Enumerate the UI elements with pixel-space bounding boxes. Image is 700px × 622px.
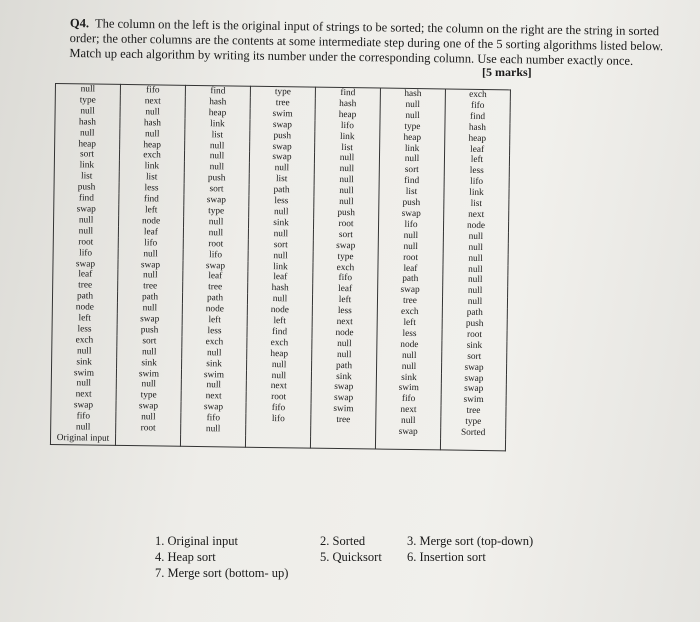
table-cell: null: [380, 110, 445, 122]
table-cell: sink: [248, 218, 313, 230]
table-cell: lifo: [444, 177, 509, 189]
table-cell: list: [315, 142, 380, 154]
table-cell: exch: [445, 89, 510, 101]
table-cell: find: [119, 194, 184, 206]
table-cell: null: [380, 99, 445, 111]
table-cell: swim: [441, 395, 506, 407]
table-cell: push: [314, 208, 379, 220]
table-cell: find: [379, 176, 444, 188]
table-cell: lifo: [53, 248, 118, 260]
table-cell: lifo: [183, 249, 248, 261]
table-cell: null: [247, 359, 312, 371]
table-cell: tree: [118, 281, 183, 293]
table-cell: next: [376, 405, 441, 417]
table-cell: type: [250, 86, 315, 98]
table-cell: null: [443, 253, 508, 265]
table-cell: null: [442, 297, 507, 309]
table-cell: swap: [53, 258, 118, 270]
table-cell: fifo: [376, 394, 441, 406]
table-cell: heap: [445, 133, 510, 145]
table-cell: list: [54, 171, 119, 183]
table-cell: find: [315, 87, 380, 99]
table-cell: exch: [313, 262, 378, 274]
table-cell: hash: [120, 118, 185, 130]
table-cell: root: [246, 392, 311, 404]
table-cell: fifo: [313, 273, 378, 285]
table-cell: null: [181, 424, 246, 436]
table-cell-empty: [245, 436, 310, 448]
table-cell: node: [312, 328, 377, 340]
table-cell: null: [54, 215, 119, 227]
legend-item-1: 1. Original input: [155, 534, 238, 548]
table-cell: Sorted: [441, 428, 506, 440]
table-cell: null: [53, 226, 118, 238]
table-cell: null: [184, 151, 249, 163]
table-cell: less: [377, 328, 442, 340]
table-cell: null: [377, 350, 442, 362]
table-cell: swap: [378, 285, 443, 297]
table-cell: root: [53, 237, 118, 249]
table-cell: next: [312, 317, 377, 329]
table-cell: next: [181, 391, 246, 403]
question-number: Q4.: [69, 16, 90, 31]
table-cell: lifo: [378, 219, 443, 231]
table-cell: root: [183, 238, 248, 250]
table-cell: sink: [117, 358, 182, 370]
table-cell: link: [185, 119, 250, 131]
table-cell: push: [250, 130, 315, 142]
table-cell: swap: [118, 259, 183, 271]
table-cell: null: [314, 153, 379, 165]
table-cell: sink: [182, 358, 247, 370]
table-cell: leaf: [378, 263, 443, 275]
table-cell: link: [444, 188, 509, 200]
table-cell: sink: [311, 371, 376, 383]
table-cell: link: [315, 131, 380, 143]
table-cell: hash: [185, 97, 250, 109]
table-cell: find: [54, 193, 119, 205]
table-cell: next: [51, 389, 116, 401]
table-cell: sort: [248, 239, 313, 251]
table-cell: push: [442, 318, 507, 330]
table-cell: link: [248, 261, 313, 273]
table-cell: type: [313, 251, 378, 263]
table-cell: path: [378, 274, 443, 286]
table-cell: null: [181, 380, 246, 392]
table-cell: null: [116, 412, 181, 424]
question-body: The column on the left is the original input of strings to be sorted; the column on the right are the string in sorted order; the other columns are the contents at some intermediate step during one of the 5 sorting algorithms listed below. Match up each algorithm by writing its number under the corresponding column. Use each number exactly once.: [69, 16, 664, 68]
sorting-table: [50, 83, 511, 451]
table-cell: null: [376, 416, 441, 428]
table-cell: null: [249, 163, 314, 175]
table-cell: null: [185, 140, 250, 152]
table-cell: swim: [181, 369, 246, 381]
table-cell-empty: [310, 437, 375, 449]
table-cell: null: [378, 230, 443, 242]
table-cell: sort: [313, 229, 378, 241]
table-cell: exch: [247, 338, 312, 350]
table-cell: null: [379, 154, 444, 166]
table-cell: path: [442, 308, 507, 320]
table-cell: node: [443, 220, 508, 232]
table-cell: null: [314, 175, 379, 187]
table-cell: swap: [376, 427, 441, 439]
table-cell: exch: [52, 335, 117, 347]
table-cell: less: [444, 166, 509, 178]
table-cell: heap: [380, 132, 445, 144]
table-cell: swap: [181, 402, 246, 414]
marks-label: [5 marks]: [482, 65, 532, 79]
table-cell: push: [184, 173, 249, 185]
table-cell: null: [443, 275, 508, 287]
table-cell: left: [444, 155, 509, 167]
table-cell: left: [52, 313, 117, 325]
table-cell-empty: [440, 438, 505, 450]
table-cell: heap: [55, 139, 120, 151]
table-cell: hash: [55, 117, 120, 129]
table-cell: null: [116, 379, 181, 391]
table-cell: less: [249, 196, 314, 208]
table-cell: null: [247, 294, 312, 306]
table-cell: null: [118, 248, 183, 260]
table-cell: next: [444, 209, 509, 221]
table-cell: hash: [315, 99, 380, 111]
table-cell: swim: [376, 383, 441, 395]
table-cell: null: [117, 347, 182, 359]
table-cell: hash: [445, 122, 510, 134]
table-cell: exch: [182, 337, 247, 349]
table-cell: next: [120, 96, 185, 108]
table-cell: swap: [250, 141, 315, 153]
table-cell: leaf: [118, 227, 183, 239]
table-cell-empty: [180, 435, 245, 447]
table-cell: push: [379, 198, 444, 210]
table-cell: null: [117, 303, 182, 315]
legend-item-7: 7. Merge sort (bottom- up): [155, 566, 289, 580]
table-cell: type: [441, 417, 506, 429]
table-cell: list: [444, 199, 509, 211]
table-cell: hash: [380, 88, 445, 100]
table-cell: sink: [52, 357, 117, 369]
table-cell: sink: [442, 340, 507, 352]
table-cell: type: [380, 121, 445, 133]
table-cell: swap: [250, 119, 315, 131]
table-cell: link: [380, 143, 445, 155]
table-cell: left: [182, 315, 247, 327]
table-cell: path: [312, 360, 377, 372]
table-cell: swap: [311, 393, 376, 405]
table-cell: node: [119, 216, 184, 228]
table-cell: path: [52, 291, 117, 303]
table-cell: swap: [184, 195, 249, 207]
table-cell: heap: [315, 109, 380, 121]
table-cell: null: [312, 349, 377, 361]
table-cell: swap: [116, 401, 181, 413]
table-cell: null: [55, 84, 120, 96]
table-cell: swap: [441, 373, 506, 385]
table-cell: list: [249, 174, 314, 186]
table-cell: tree: [250, 98, 315, 110]
table-cell: path: [117, 292, 182, 304]
table-cell: null: [248, 250, 313, 262]
table-cell: [246, 425, 311, 437]
table-cell: node: [182, 304, 247, 316]
table-cell: null: [314, 186, 379, 198]
table-cell: swim: [311, 404, 376, 416]
table-cell: null: [183, 217, 248, 229]
table-cell: fifo: [246, 403, 311, 415]
table-cell: null: [182, 348, 247, 360]
table-cell: left: [247, 316, 312, 328]
table-cell: less: [182, 326, 247, 338]
table-cell: less: [52, 324, 117, 336]
table-cell: null: [120, 129, 185, 141]
table-cell: sort: [184, 184, 249, 196]
table-cell: type: [116, 390, 181, 402]
table-cell: sink: [376, 372, 441, 384]
table-cell: list: [185, 129, 250, 141]
table-cell: swap: [311, 382, 376, 394]
table-cell: link: [54, 160, 119, 172]
table-cell: fifo: [181, 413, 246, 425]
table-cell: left: [119, 205, 184, 217]
table-cell: null: [183, 228, 248, 240]
table-cell: fifo: [120, 84, 185, 96]
table-cell: swim: [250, 109, 315, 121]
table-cell: null: [249, 207, 314, 219]
table-cell: find: [185, 85, 250, 97]
table-cell: null: [376, 361, 441, 373]
table-cell: tree: [183, 282, 248, 294]
legend-item-5: 5. Quicksort: [320, 550, 382, 564]
original-input-label: Original input: [50, 433, 115, 445]
table-cell: null: [55, 106, 120, 118]
table-cell: leaf: [248, 272, 313, 284]
table-cell: sort: [54, 149, 119, 161]
legend-item-4: 4. Heap sort: [155, 550, 216, 564]
table-cell: swim: [51, 368, 116, 380]
table-cell: lifo: [118, 238, 183, 250]
table-cell: tree: [311, 415, 376, 427]
table-cell: heap: [185, 108, 250, 120]
table-cell: less: [312, 306, 377, 318]
table-cell: sort: [379, 165, 444, 177]
table-cell: [311, 426, 376, 438]
table-cell: null: [120, 107, 185, 119]
table-cell: null: [443, 286, 508, 298]
table-cell: next: [246, 381, 311, 393]
table-cell: leaf: [183, 271, 248, 283]
table-cell: swap: [183, 260, 248, 272]
strings-table: [50, 83, 511, 451]
table-cell: lifo: [315, 120, 380, 132]
table-cell-empty: [115, 434, 180, 446]
table-cell: null: [55, 128, 120, 140]
table-cell: node: [377, 339, 442, 351]
table-cell: sort: [117, 336, 182, 348]
table-cell: exch: [377, 307, 442, 319]
table-cell: leaf: [445, 144, 510, 156]
table-cell: type: [55, 95, 120, 107]
table-cell: push: [54, 182, 119, 194]
table-cell: tree: [53, 280, 118, 292]
table-cell: null: [443, 231, 508, 243]
table-cell: leaf: [53, 269, 118, 281]
table-cell: lifo: [246, 414, 311, 426]
table-cell: null: [248, 228, 313, 240]
table-cell: swap: [441, 362, 506, 374]
table-cell: null: [314, 164, 379, 176]
table-cell: null: [312, 338, 377, 350]
table-cell: swap: [313, 240, 378, 252]
table-cell: fifo: [51, 411, 116, 423]
table-cell: root: [313, 218, 378, 230]
table-cell: node: [247, 305, 312, 317]
table-cell: link: [119, 161, 184, 173]
table-cell: null: [51, 378, 116, 390]
table-cell: null: [118, 270, 183, 282]
table-cell: null: [443, 264, 508, 276]
table-cell: null: [52, 346, 117, 358]
table-cell: tree: [377, 296, 442, 308]
table-cell: type: [184, 206, 249, 218]
table-cell: path: [249, 185, 314, 197]
table-cell-empty: [375, 438, 440, 450]
table-cell: swap: [249, 152, 314, 164]
table-cell: swap: [51, 400, 116, 412]
table-cell: root: [116, 423, 181, 435]
legend-item-6: 6. Insertion sort: [407, 550, 486, 564]
legend-item-3: 3. Merge sort (top-down): [407, 534, 534, 548]
table-cell: heap: [247, 348, 312, 360]
table-cell: hash: [248, 283, 313, 295]
legend-item-2: 2. Sorted: [320, 534, 366, 548]
question-text: [69, 16, 670, 69]
table-cell: find: [247, 327, 312, 339]
table-cell: left: [312, 295, 377, 307]
table-cell: push: [117, 325, 182, 337]
table-cell: swap: [54, 204, 119, 216]
table-cell: null: [246, 370, 311, 382]
table-cell: tree: [441, 406, 506, 418]
table-cell: root: [378, 252, 443, 264]
table-cell: null: [184, 162, 249, 174]
table-cell: fifo: [445, 100, 510, 112]
table-cell: null: [51, 422, 116, 434]
table-cell: swap: [441, 384, 506, 396]
table-cell: exch: [119, 150, 184, 162]
table-cell: null: [443, 242, 508, 254]
table-cell: left: [377, 318, 442, 330]
table-cell: less: [119, 183, 184, 195]
table-cell: leaf: [313, 284, 378, 296]
table-cell: root: [442, 329, 507, 341]
table-cell: path: [182, 293, 247, 305]
table-cell: swim: [116, 368, 181, 380]
table-cell: node: [52, 302, 117, 314]
table-cell: swap: [117, 314, 182, 326]
table-cell: list: [379, 187, 444, 199]
table-cell: list: [119, 172, 184, 184]
table-cell: find: [445, 111, 510, 123]
table-cell: null: [314, 197, 379, 209]
table-cell: sort: [442, 351, 507, 363]
table-cell: swap: [379, 209, 444, 221]
table-cell: heap: [120, 139, 185, 151]
table-cell: null: [378, 241, 443, 253]
